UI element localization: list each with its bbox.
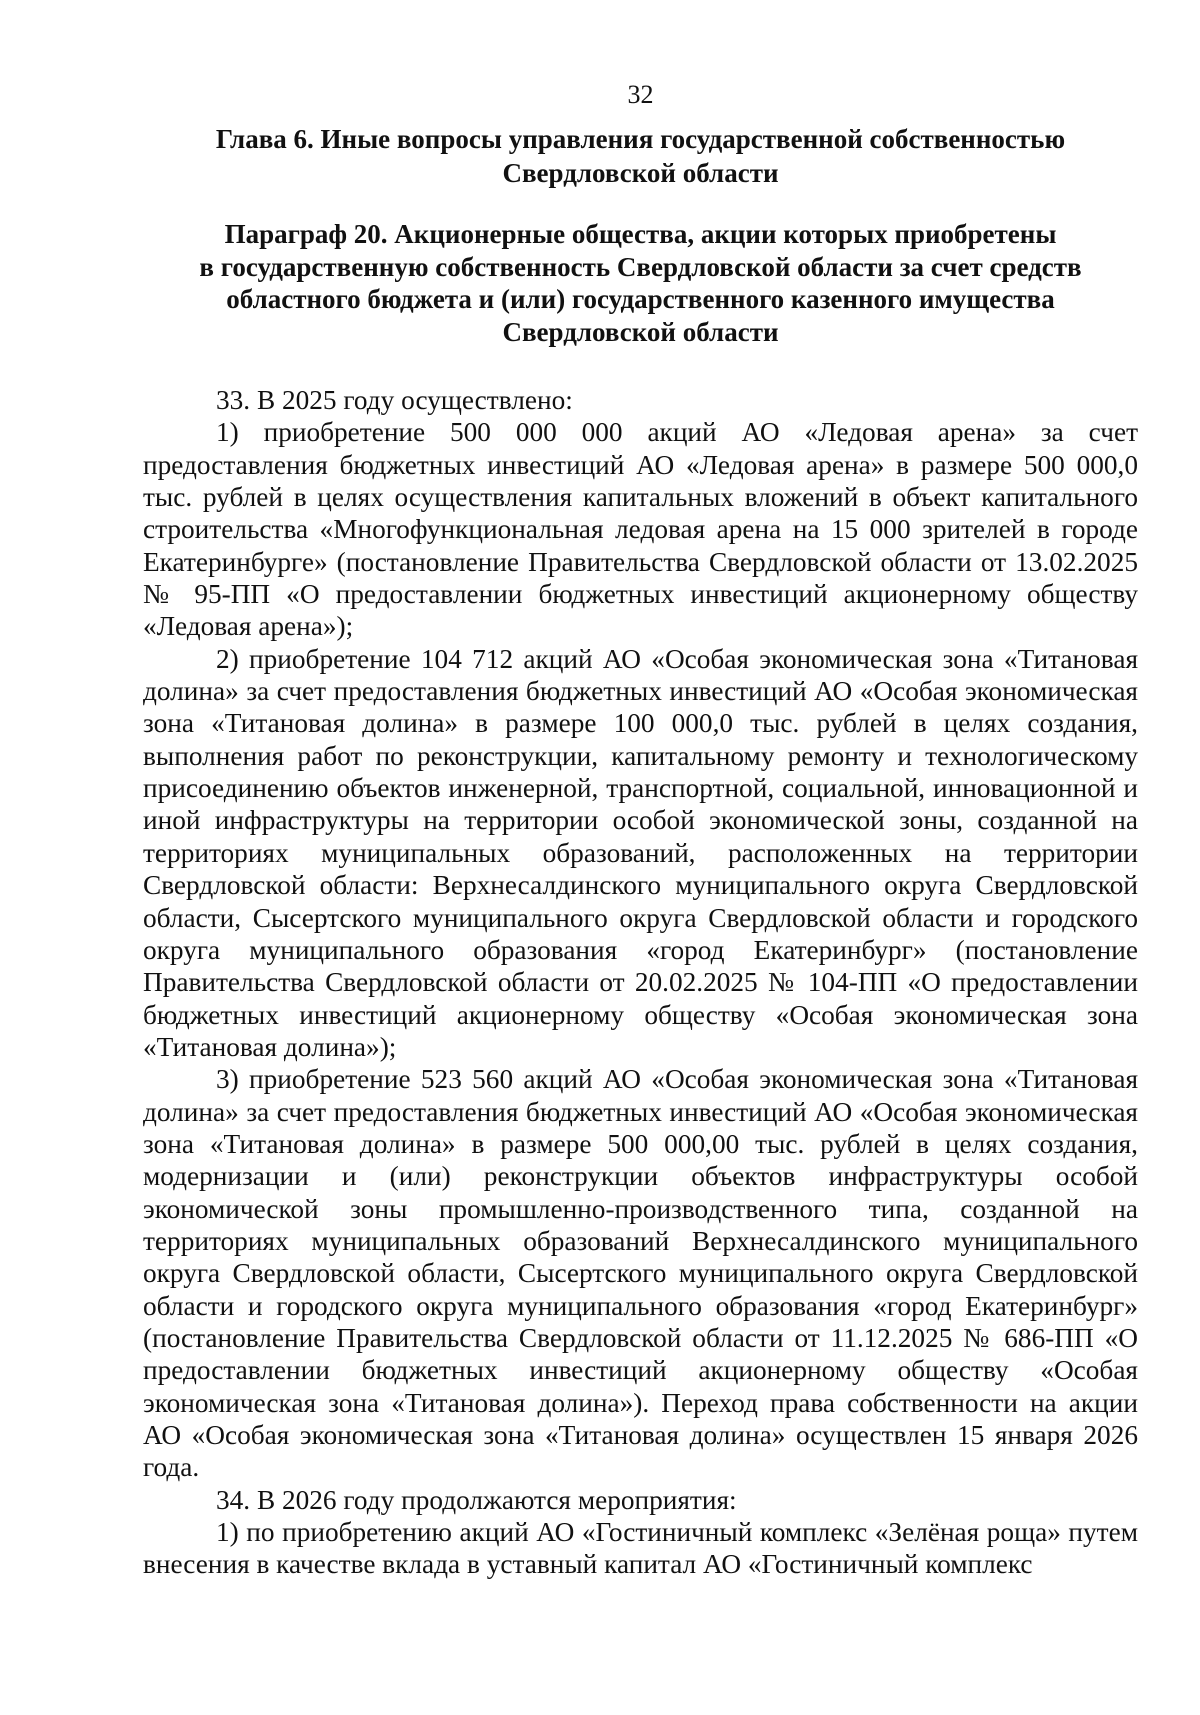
clause-33-item-1: 1) приобретение 500 000 000 акций АО «Ледовая арена» за счет предоставления бюджетных инвестиций АО «Ледовая арена» в размере 500 000,0 тыс. рублей в целях осуществления капитальных вложений в объект капитального строительства «Многофункциональная ледовая арена на 15 000 зрителей в городе Екатеринбурге» (постановление Правительства Свердловской области от 13.02.2025 № 95-ПП «О предоставлении бюджетных инвестиций акционерному обществу «Ледовая арена»); — [143, 417, 1138, 642]
paragraph-title-line-2: в государственную собственность Свердловской области за счет средств — [199, 251, 1082, 282]
paragraph-title-line-3: областного бюджета и (или) государственного казенного имущества — [226, 284, 1055, 314]
paragraph-title-line-4: Свердловской области — [502, 316, 779, 347]
chapter-title-line-1: Глава 6. Иные вопросы управления государственной собственностью — [215, 124, 1066, 154]
clause-33: 33. В 2025 году осуществлено: — [216, 385, 573, 415]
clause-33-item-3: 3) приобретение 523 560 акций АО «Особая экономическая зона «Титановая долина» за счет предоставления бюджетных инвестиций АО «Особая экономическая зона «Титановая долина» в размере 500 000,00 тыс. рублей в целях создания, модернизации и (или) реконструкции объектов инфраструктуры особой экономической зоны промышленно-производственного типа, созданной на территориях муниципальных образований Верхнесалдинского муниципального округа Свердловской области, Сысертского муниципального округа Свердловской области и городского округа муниципального образования «город Екатеринбург» (постановление Правительства Свердловской области от 11.12.2025 № 686-ПП «О предоставлении бюджетных инвестиций акционерному обществу «Особая экономическая зона «Титановая долина»). Переход права собственности на акции АО «Особая экономическая зона «Титановая долина» осуществлен 15 января 2026 года. — [143, 1064, 1138, 1483]
document-page — [143, 0, 1138, 1715]
chapter-title — [143, 122, 1138, 190]
clause-34-item-1: 1) по приобретению акций АО «Гостиничный комплекс «Зелёная роща» путем внесения в качестве вклада в уставный капитал АО «Гостиничный комплекс — [143, 1517, 1138, 1580]
clause-33-item-2: 2) приобретение 104 712 акций АО «Особая экономическая зона «Титановая долина» за счет предоставления бюджетных инвестиций АО «Особая экономическая зона «Титановая долина» в размере 100 000,0 тыс. рублей в целях создания, выполнения работ по реконструкции, капитальному ремонту и технологическому присоединению объектов инженерной, транспортной, социальной, инновационной и иной инфраструктуры на территории особой экономической зоны, созданной на территориях муниципальных образований, расположенных на территории Свердловской области: Верхнесалдинского муниципального округа Свердловской области, Сысертского муниципального округа Свердловской области и городского округа муниципального образования «город Екатеринбург» (постановление Правительства Свердловской области от 20.02.2025 № 104-ПП «О предоставлении бюджетных инвестиций акционерному обществу «Особая экономическая зона «Титановая долина»); — [143, 643, 1138, 1062]
chapter-title-line-2: Свердловской области — [502, 158, 779, 188]
body-text — [143, 384, 1138, 1581]
paragraph-title — [143, 218, 1138, 348]
page-number: 32 — [627, 80, 654, 109]
clause-34: 34. В 2026 году продолжаются мероприятия: — [216, 1484, 737, 1515]
paragraph-title-line-1: Параграф 20. Акционерные общества, акции которых приобретены — [224, 219, 1057, 249]
